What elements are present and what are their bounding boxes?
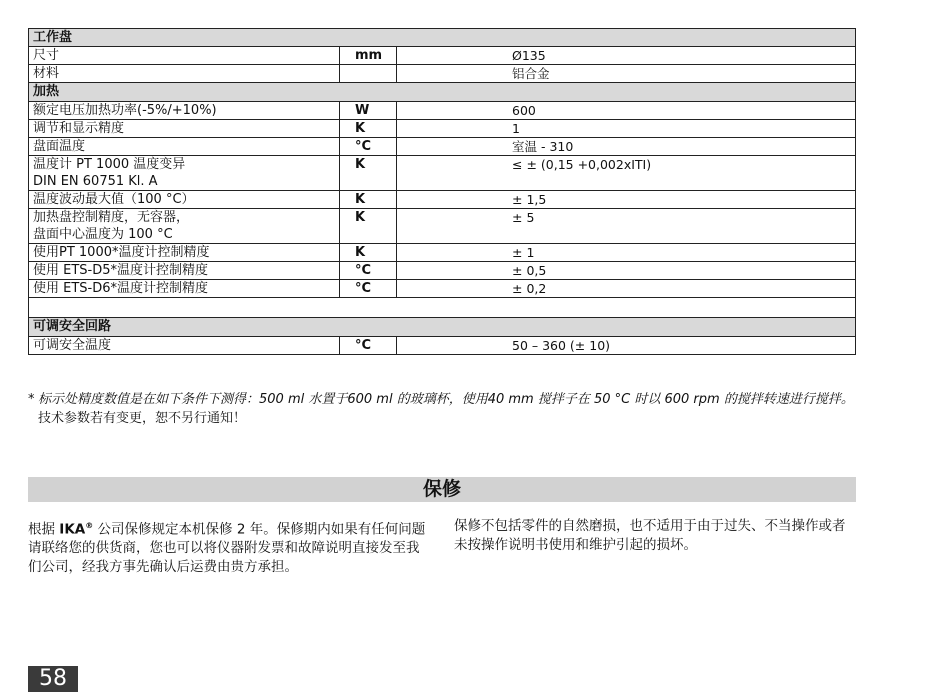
spec-name-cell: 使用 ETS-D6*温度计控制精度 (29, 280, 340, 297)
spec-name-cell: 使用PT 1000*温度计控制精度 (29, 244, 340, 261)
spec-row (28, 102, 856, 120)
spec-name-cell: 可调安全温度 (29, 337, 340, 354)
spec-unit-cell: W (340, 102, 397, 119)
spec-unit-cell: °C (340, 262, 397, 279)
spec-name-cell: 温度波动最大值（100 °C） (29, 191, 340, 208)
spec-row (28, 191, 856, 209)
warranty-left-text: 公司保修规定本机保修 2 年。保修期内如果有任何问题请联络您的供货商，您也可以将仪器附发票和故障说明直接发至我们公司，经我方事先确认后运费由贵方承担。 (28, 521, 426, 575)
registered-mark: ® (85, 521, 94, 530)
spec-row (28, 156, 856, 191)
spec-unit-cell: K (340, 156, 397, 190)
spec-row (28, 47, 856, 65)
spec-value-cell: Ø135 (512, 48, 546, 63)
section-header: 加热 (28, 83, 856, 102)
warranty-left-pre: 根据 (28, 521, 60, 538)
spec-row (28, 120, 856, 138)
spec-name-cell: 盘面温度 (29, 138, 340, 155)
spec-name-cell: 使用 ETS-D5*温度计控制精度 (29, 262, 340, 279)
spec-unit-cell: °C (340, 138, 397, 155)
spec-unit-cell (340, 65, 397, 82)
spec-name-cell: 额定电压加热功率(-5%/+10%) (29, 102, 340, 119)
spec-value-cell: 铝合金 (512, 66, 550, 81)
spec-row (28, 280, 856, 298)
spec-value-cell: 1 (512, 121, 520, 136)
footnote-text: 标示处精度数值是在如下条件下测得：500 ml 水置于600 ml 的玻璃杯，使用40 mm 搅拌子在 50 °C 时以 600 rpm 的搅拌转速进行搅拌。 (38, 392, 854, 407)
section-header: 工作盘 (28, 28, 856, 47)
footnote-asterisk: * (28, 392, 35, 407)
spec-value-cell: 600 (512, 103, 536, 118)
change-notice: 技术参数若有变更，恕不另行通知！ (38, 411, 247, 426)
spec-name-cell: 尺寸 (29, 47, 340, 64)
warranty-right-column: 保修不包括零件的自然磨损，也不适用于由于过失、不当操作或者未按操作说明书使用和维护引起的损坏。 (454, 518, 846, 553)
spec-row (28, 244, 856, 262)
spec-value-cell: ± 1,5 (512, 192, 547, 207)
spec-value-cell: ± 0,2 (512, 281, 547, 296)
spec-value-cell: ± 0,5 (512, 263, 547, 278)
spec-unit-cell: mm (340, 47, 397, 64)
spec-row (28, 138, 856, 156)
spec-value-cell: 50 – 360 (± 10) (512, 338, 611, 353)
spec-unit-cell: K (340, 120, 397, 137)
spec-value-cell: 室温 - 310 (512, 139, 574, 154)
spec-unit-cell: °C (340, 280, 397, 297)
spec-unit-cell: K (340, 191, 397, 208)
spec-table (28, 28, 856, 355)
spec-row (28, 65, 856, 83)
spec-value-cell: ± 5 (512, 210, 535, 225)
spec-unit-cell: K (340, 244, 397, 261)
blank-row (28, 298, 856, 318)
spec-unit-cell: °C (340, 337, 397, 354)
spec-row (28, 262, 856, 280)
spec-name-cell: 加热盘控制精度，无容器， 盘面中心温度为 100 °C (29, 209, 340, 243)
spec-row (28, 337, 856, 355)
spec-name-cell: 温度计 PT 1000 温度变异 DIN EN 60751 Kl. A (29, 156, 340, 190)
warranty-heading: 保修 (28, 477, 856, 502)
spec-value-cell: ± 1 (512, 245, 535, 260)
footnote (28, 390, 858, 428)
ika-brand: IKA (59, 521, 86, 538)
page-number: 58 (28, 666, 78, 692)
spec-name-cell: 调节和显示精度 (29, 120, 340, 137)
section-header: 可调安全回路 (28, 318, 856, 337)
spec-name-cell: 材料 (29, 65, 340, 82)
spec-unit-cell: K (340, 209, 397, 243)
spec-row (28, 209, 856, 244)
spec-value-cell: ≤ ± (0,15 +0,002xITI) (512, 157, 652, 172)
warranty-left-column (28, 517, 430, 576)
